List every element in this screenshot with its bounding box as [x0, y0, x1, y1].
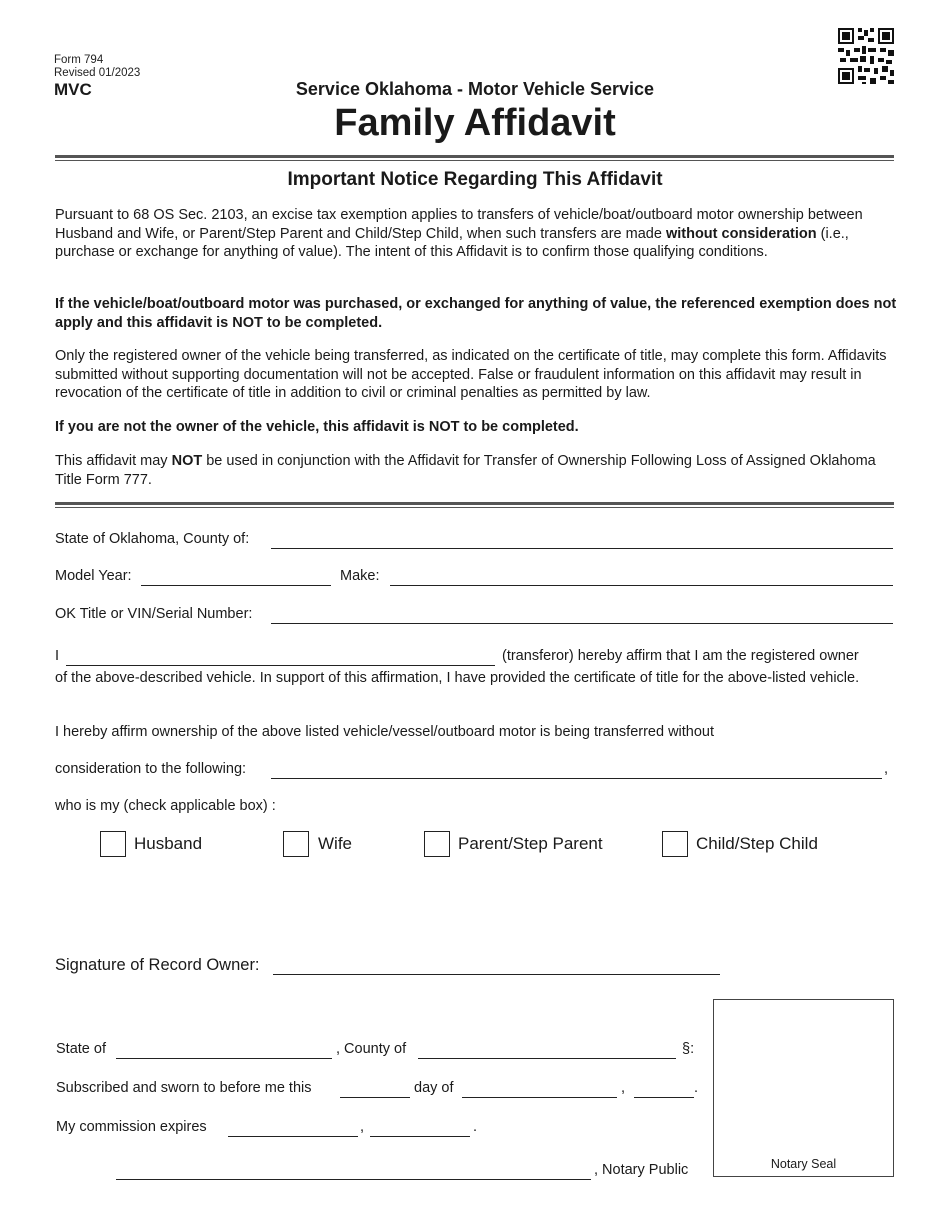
notice-divider [55, 502, 894, 508]
sworn-comma: , [621, 1080, 626, 1096]
notice-p1-text-b: (i.e., purchase or exchange for anything of value). The intent of this Affidavit is to confirm those qualifying conditions. [55, 225, 849, 260]
notice-p1-text-a: Pursuant to 68 OS Sec. 2103, an excise tax exemption applies to transfers of vehicle/boat/outboard motor ownership between Husband and Wife, or Parent/Step Parent and Child/Step Child, when such transfers are made [55, 207, 863, 242]
notice-paragraph-3: Only the registered owner of the vehicle being transferred, as indicated on the certificate of title, may complete this form. Affidavits submitted without supporting documentation will not be accepted. False or fraudulent information on this affidavit may result in revocation of the certificate of title in addition to civil or criminal penalties as permitted by law. [55, 348, 887, 401]
consideration-label: consideration to the following: [55, 761, 247, 777]
model-year-label: Model Year: [55, 568, 132, 584]
notary-county-label: , County of [336, 1041, 407, 1057]
qr-code-icon [838, 28, 894, 84]
child-step-child-checkbox[interactable] [662, 831, 688, 857]
relation-label: who is my (check applicable box) : [55, 798, 276, 814]
form-meta [54, 54, 140, 80]
sworn-day-field[interactable] [340, 1097, 410, 1098]
make-field[interactable] [390, 585, 893, 586]
form-number: Form 794 [54, 54, 104, 66]
division-code: MVC [54, 80, 92, 99]
transferor-name-field[interactable] [66, 665, 495, 666]
notice-paragraph-2: If the vehicle/boat/outboard motor was purchased, or exchanged for anything of value, the referenced exemption does not apply and this affidavit is NOT to be completed. [55, 296, 897, 331]
notary-state-field[interactable] [116, 1058, 332, 1059]
day-of-label: day of [414, 1080, 454, 1096]
commission-year-field[interactable] [370, 1136, 470, 1137]
page-title: Family Affidavit [334, 102, 616, 144]
signature-field[interactable] [273, 974, 720, 975]
make-label: Make: [340, 568, 380, 584]
notary-seal-box [713, 999, 894, 1177]
notice-paragraph-5 [55, 452, 897, 489]
county-label: State of Oklahoma, County of: [55, 531, 250, 547]
sworn-month-field[interactable] [462, 1097, 617, 1098]
husband-checkbox[interactable] [100, 831, 126, 857]
notice-paragraph-1 [55, 206, 897, 262]
husband-label: Husband [134, 834, 203, 853]
agency-name: Service Oklahoma - Motor Vehicle Service [295, 79, 655, 99]
notary-public-label: , Notary Public [594, 1162, 689, 1178]
vin-label: OK Title or VIN/Serial Number: [55, 606, 253, 622]
i-label: I [55, 648, 60, 664]
notary-county-field[interactable] [418, 1058, 676, 1059]
parent-step-parent-checkbox[interactable] [424, 831, 450, 857]
notice-title: Important Notice Regarding This Affidavit [287, 169, 663, 190]
affirm-continuation: of the above-described vehicle. In support of this affirmation, I have provided the certificate of title for the above-listed vehicle. [55, 670, 860, 686]
notice-p5-bold: NOT [171, 453, 203, 469]
transfer-statement: I hereby affirm ownership of the above listed vehicle/vessel/outboard motor is being transferred without [55, 724, 715, 740]
signature-label: Signature of Record Owner: [55, 956, 260, 974]
wife-checkbox[interactable] [283, 831, 309, 857]
sworn-year-field[interactable] [634, 1097, 694, 1098]
notary-state-label: State of [56, 1041, 106, 1057]
model-year-field[interactable] [141, 585, 331, 586]
notice-p5-text-a: This affidavit may [55, 453, 172, 469]
header-divider [55, 155, 894, 161]
notice-p1-bold: without consideration [665, 225, 817, 242]
commission-comma: , [360, 1119, 365, 1135]
vin-field[interactable] [271, 623, 893, 624]
commission-period: . [473, 1119, 478, 1135]
transferor-text: (transferor) hereby affirm that I am the registered owner [502, 648, 859, 664]
notice-p5-text-b: be used in conjunction with the Affidavit for Transfer of Ownership Following Loss of Assigned Oklahoma Title Form 777. [55, 453, 876, 488]
county-field[interactable] [271, 548, 893, 549]
notary-seal-label: Notary Seal [770, 1157, 837, 1171]
section-symbol: §: [682, 1041, 695, 1057]
commission-label: My commission expires [56, 1119, 207, 1135]
sworn-period: . [694, 1080, 699, 1096]
revised-date: Revised 01/2023 [54, 67, 141, 79]
commission-date-field[interactable] [228, 1136, 358, 1137]
notary-signature-field[interactable] [116, 1179, 591, 1180]
wife-label: Wife [318, 834, 352, 853]
recipient-comma: , [884, 761, 889, 777]
recipient-field[interactable] [271, 778, 882, 779]
notice-paragraph-4: If you are not the owner of the vehicle, this affidavit is NOT to be completed. [55, 419, 579, 435]
parent-step-parent-label: Parent/Step Parent [458, 834, 603, 853]
subscribed-label: Subscribed and sworn to before me this [56, 1080, 312, 1096]
child-step-child-label: Child/Step Child [696, 834, 818, 853]
